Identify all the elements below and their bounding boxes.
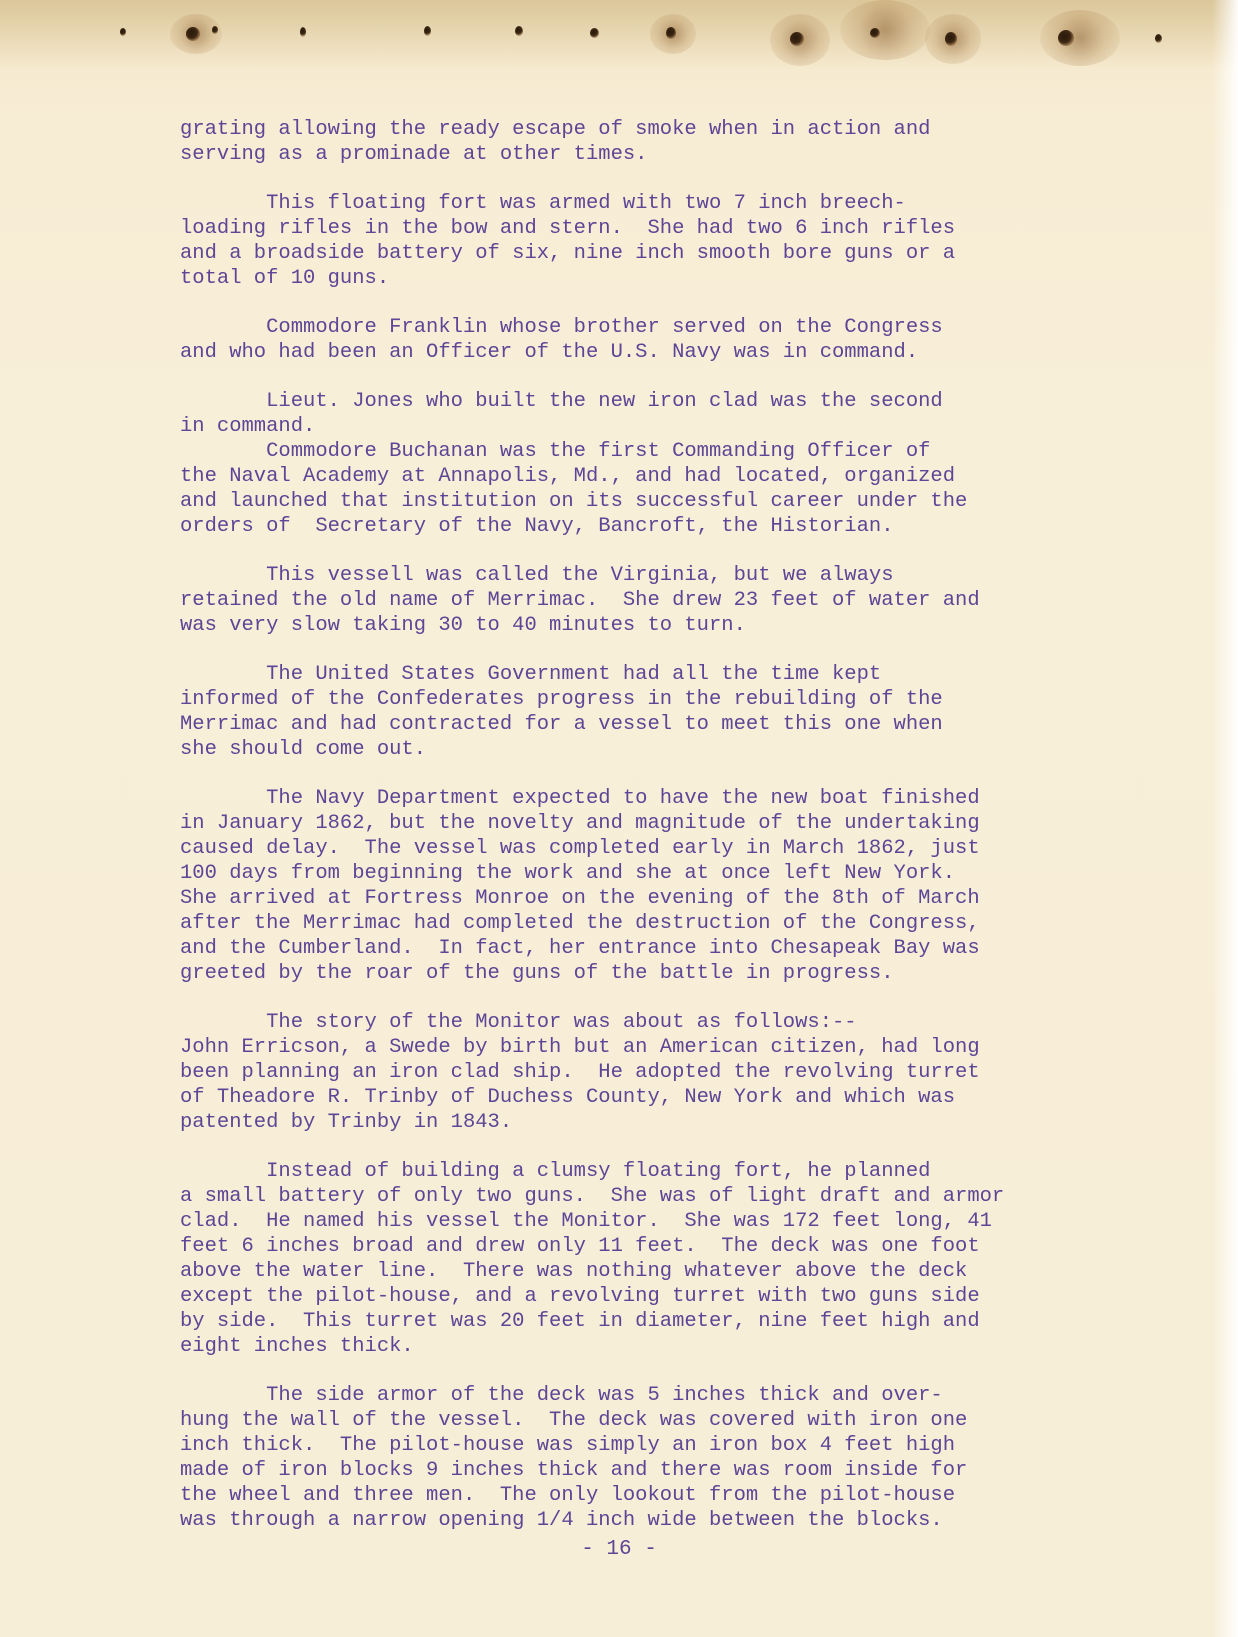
punch-hole: [870, 28, 880, 38]
punch-hole: [424, 26, 431, 36]
text-line: caused delay. The vessel was completed early in March 1862, just: [180, 837, 980, 860]
text-line: grating allowing the ready escape of smoke when in action and: [180, 118, 931, 141]
text-line: by side. This turret was 20 feet in diameter, nine feet high and: [180, 1310, 980, 1333]
text-line: The side armor of the deck was 5 inches thick and over-: [180, 1384, 943, 1407]
page-number: - 16 -: [581, 1538, 657, 1561]
text-line: John Erricson, a Swede by birth but an American citizen, had long: [180, 1036, 980, 1059]
paragraph: [180, 786, 1200, 986]
punch-hole: [790, 32, 804, 46]
text-line: retained the old name of Merrimac. She drew 23 feet of water and: [180, 589, 980, 612]
text-line: in January 1862, but the novelty and magnitude of the undertaking: [180, 812, 980, 835]
punch-hole: [515, 26, 523, 36]
text-line: above the water line. There was nothing whatever above the deck: [180, 1260, 968, 1283]
text-line: was very slow taking 30 to 40 minutes to turn.: [180, 614, 746, 637]
paragraph-spacer: [180, 986, 1200, 1010]
text-line: except the pilot-house, and a revolving turret with two guns side: [180, 1285, 980, 1308]
text-line: loading rifles in the bow and stern. She had two 6 inch rifles: [180, 217, 956, 240]
text-line: Instead of building a clumsy floating fort, he planned: [180, 1160, 931, 1183]
punch-hole: [666, 27, 676, 39]
punch-hole: [590, 28, 599, 38]
text-line: and a broadside battery of six, nine inch smooth bore guns or a: [180, 242, 956, 265]
text-line: 100 days from beginning the work and she at once left New York.: [180, 862, 956, 885]
paragraph: [180, 315, 1200, 365]
punch-hole: [120, 28, 126, 36]
text-line: in command.: [180, 415, 316, 438]
typed-body-text: [180, 117, 1200, 1533]
text-line: and launched that institution on its successful career under the: [180, 490, 968, 513]
text-line: was through a narrow opening 1/4 inch wide between the blocks.: [180, 1509, 943, 1532]
paragraph-spacer: [180, 762, 1200, 786]
paragraph-spacer: [180, 1359, 1200, 1383]
punch-hole: [1058, 30, 1074, 46]
text-line: The United States Government had all the time kept: [180, 663, 882, 686]
punch-hole: [212, 26, 218, 34]
paragraph-spacer: [180, 291, 1200, 315]
text-line: The story of the Monitor was about as follows:--: [180, 1011, 857, 1034]
paragraph: [180, 117, 1200, 167]
text-line: and who had been an Officer of the U.S. Navy was in command.: [180, 341, 919, 364]
paragraph-spacer: [180, 638, 1200, 662]
text-line: hung the wall of the vessel. The deck was covered with iron one: [180, 1409, 968, 1432]
paragraph: [180, 1383, 1200, 1533]
paragraph-spacer: [180, 539, 1200, 563]
text-line: serving as a prominade at other times.: [180, 143, 648, 166]
text-line: Commodore Buchanan was the first Commanding Officer of: [180, 440, 931, 463]
text-line: after the Merrimac had completed the destruction of the Congress,: [180, 912, 980, 935]
paragraph: [180, 1159, 1200, 1359]
text-line: total of 10 guns.: [180, 267, 390, 290]
paper-right-margin: [1212, 0, 1238, 1637]
paragraph: [180, 389, 1200, 439]
text-line: greeted by the roar of the guns of the battle in progress.: [180, 962, 894, 985]
text-line: been planning an iron clad ship. He adopted the revolving turret: [180, 1061, 980, 1084]
paragraph: [180, 191, 1200, 291]
punch-hole: [945, 32, 957, 46]
text-line: the wheel and three men. The only lookout from the pilot-house: [180, 1484, 956, 1507]
punch-hole: [300, 27, 306, 37]
text-line: informed of the Confederates progress in the rebuilding of the: [180, 688, 943, 711]
text-line: the Naval Academy at Annapolis, Md., and had located, organized: [180, 465, 956, 488]
paragraph: [180, 1010, 1200, 1135]
text-line: she should come out.: [180, 738, 427, 761]
text-line: Merrimac and had contracted for a vessel to meet this one when: [180, 713, 943, 736]
text-line: This vessell was called the Virginia, but we always: [180, 564, 894, 587]
text-line: and the Cumberland. In fact, her entrance into Chesapeak Bay was: [180, 937, 980, 960]
punch-hole: [1155, 34, 1162, 43]
text-line: eight inches thick.: [180, 1335, 414, 1358]
text-line: Commodore Franklin whose brother served on the Congress: [180, 316, 943, 339]
text-line: Lieut. Jones who built the new iron clad was the second: [180, 390, 943, 413]
text-line: inch thick. The pilot-house was simply an iron box 4 feet high: [180, 1434, 956, 1457]
text-line: This floating fort was armed with two 7 inch breech-: [180, 192, 906, 215]
text-line: made of iron blocks 9 inches thick and there was room inside for: [180, 1459, 968, 1482]
stain-mark: [1040, 10, 1120, 66]
text-line: feet 6 inches broad and drew only 11 feet. The deck was one foot: [180, 1235, 980, 1258]
stain-mark: [840, 0, 930, 60]
text-line: patented by Trinby in 1843.: [180, 1111, 513, 1134]
paragraph: [180, 662, 1200, 762]
text-line: of Theadore R. Trinby of Duchess County, New York and which was: [180, 1086, 956, 1109]
text-line: a small battery of only two guns. She was of light draft and armor: [180, 1185, 1005, 1208]
text-line: She arrived at Fortress Monroe on the evening of the 8th of March: [180, 887, 980, 910]
paragraph: [180, 439, 1200, 539]
text-line: orders of Secretary of the Navy, Bancroft, the Historian.: [180, 515, 894, 538]
paragraph-spacer: [180, 167, 1200, 191]
paragraph: [180, 563, 1200, 638]
text-line: clad. He named his vessel the Monitor. She was 172 feet long, 41: [180, 1210, 992, 1233]
punch-hole: [186, 27, 200, 41]
paragraph-spacer: [180, 365, 1200, 389]
paragraph-spacer: [180, 1135, 1200, 1159]
text-line: The Navy Department expected to have the new boat finished: [180, 787, 980, 810]
